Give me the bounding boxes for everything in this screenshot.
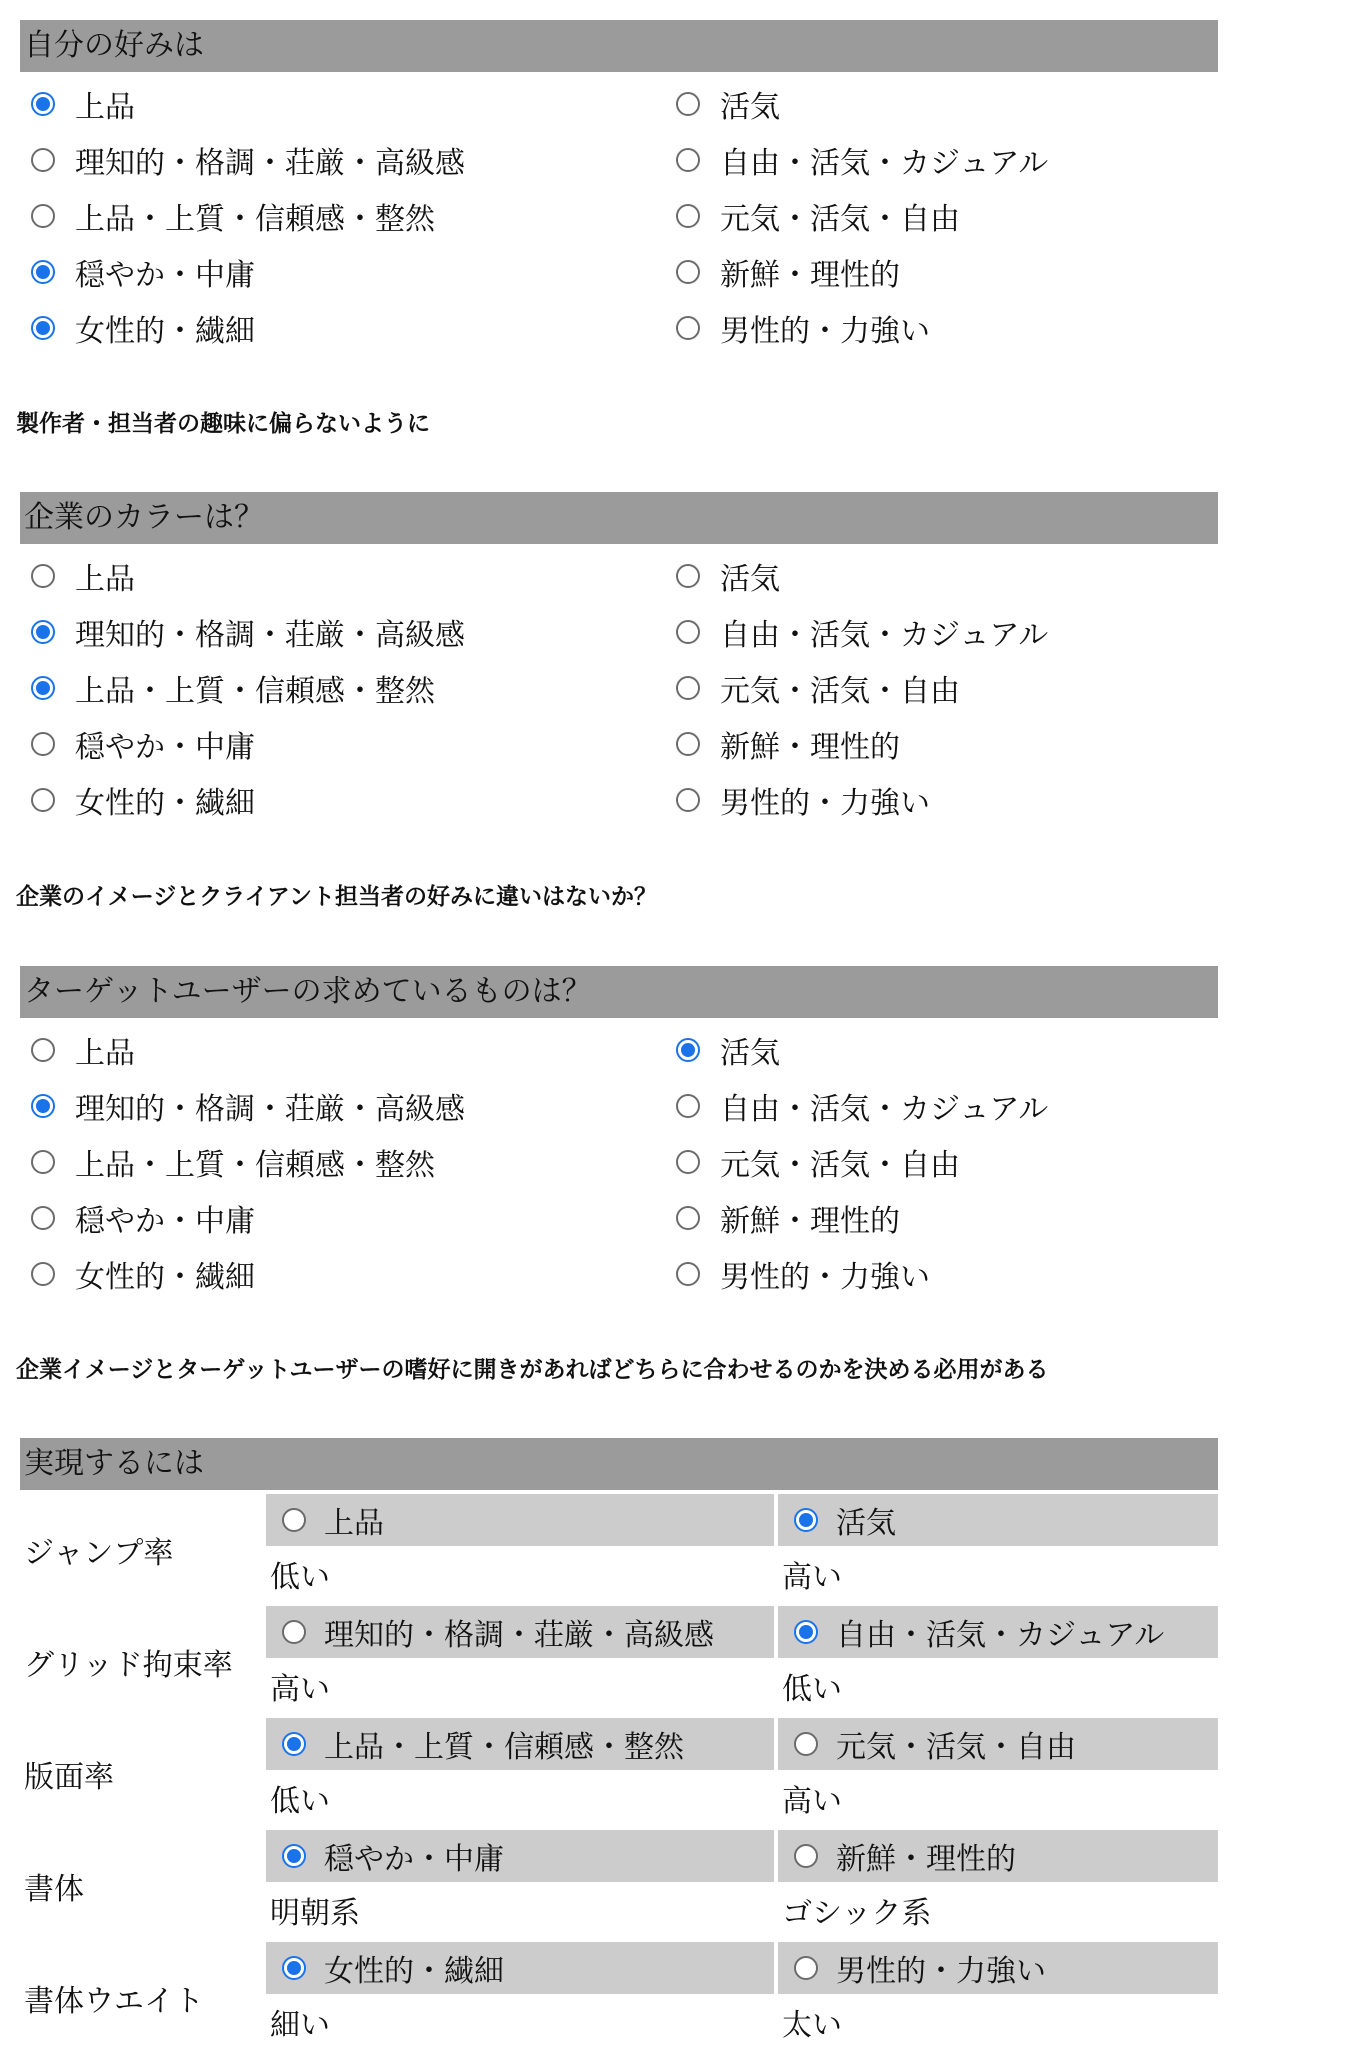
option-s2-l3[interactable] (20, 716, 255, 772)
radio-icon[interactable] (676, 92, 700, 116)
option-label: 理知的・格調・荘厳・高級感 (75, 618, 465, 653)
option-s1-l1[interactable] (20, 132, 465, 188)
option-s2-r4[interactable] (665, 772, 930, 828)
option-s1-r4[interactable] (665, 300, 930, 356)
option-label: 自由・活気・カジュアル (720, 618, 1049, 653)
option-s2-r3[interactable] (665, 716, 900, 772)
option-label: 男性的・力強い (720, 1260, 930, 1295)
option-label: 上品・上質・信頼感・整然 (75, 1148, 435, 1183)
impl-row-label: 書体ウエイト (24, 1984, 204, 2019)
option-s3-l3[interactable] (20, 1190, 255, 1246)
impl-sub-right: ゴシック系 (782, 1896, 932, 1931)
option-label: 新鮮・理性的 (836, 1842, 1016, 1877)
option-label: 男性的・力強い (720, 786, 930, 821)
option-label: 活気 (720, 1036, 780, 1071)
option-label: 活気 (720, 90, 780, 125)
radio-icon[interactable] (31, 1262, 55, 1286)
radio-icon[interactable] (676, 260, 700, 284)
impl-row-label: 版面率 (24, 1760, 114, 1795)
option-label: 穏やか・中庸 (324, 1842, 504, 1877)
option-s3-l1[interactable] (20, 1078, 465, 1134)
radio-icon[interactable] (31, 204, 55, 228)
option-label: 理知的・格調・荘厳・高級感 (75, 146, 465, 181)
section-company-color (20, 492, 1218, 821)
option-s1-r1[interactable] (665, 132, 1048, 188)
option-s2-r1[interactable] (665, 604, 1048, 660)
radio-icon[interactable] (794, 1620, 818, 1644)
radio-icon[interactable] (31, 1094, 55, 1118)
option-s2-l0[interactable] (20, 548, 135, 604)
impl-row-grid-constraint (20, 1606, 1218, 1718)
option-label: 女性的・繊細 (75, 1260, 255, 1295)
option-label: 上品・上質・信頼感・整然 (324, 1730, 684, 1765)
option-label: 上品・上質・信頼感・整然 (75, 202, 435, 237)
impl-option-right[interactable] (778, 1942, 1218, 1994)
radio-icon[interactable] (282, 1508, 306, 1532)
option-label: 理知的・格調・荘厳・高級感 (324, 1618, 714, 1653)
option-s2-r0[interactable] (665, 548, 780, 604)
option-label: 上品・上質・信頼感・整然 (75, 674, 435, 709)
impl-option-left[interactable] (266, 1606, 774, 1658)
option-s3-r1[interactable] (665, 1078, 1048, 1134)
section-note: 製作者・担当者の趣味に偏らないように (16, 411, 430, 437)
option-s2-l1[interactable] (20, 604, 465, 660)
radio-icon[interactable] (31, 92, 55, 116)
impl-row-typeface (20, 1830, 1218, 1942)
radio-icon[interactable] (794, 1956, 818, 1980)
option-label: 自由・活気・カジュアル (720, 1092, 1049, 1127)
option-s3-r3[interactable] (665, 1190, 900, 1246)
section-title: ターゲットユーザーの求めているものは？ (20, 966, 1218, 1018)
impl-row-label: 書体 (24, 1872, 84, 1907)
impl-option-left[interactable] (266, 1494, 774, 1546)
option-s2-r2[interactable] (665, 660, 960, 716)
impl-sub-left: 低い (270, 1784, 330, 1819)
option-label: 元気・活気・自由 (720, 1148, 960, 1183)
radio-icon[interactable] (31, 564, 55, 588)
impl-sub-right: 高い (782, 1560, 842, 1595)
option-s1-l2[interactable] (20, 188, 435, 244)
option-label: 元気・活気・自由 (720, 202, 960, 237)
impl-option-right[interactable] (778, 1718, 1218, 1770)
impl-option-right[interactable] (778, 1494, 1218, 1546)
impl-sub-right: 太い (782, 2008, 842, 2043)
radio-icon[interactable] (676, 1206, 700, 1230)
option-label: 男性的・力強い (836, 1954, 1046, 1989)
impl-row-label: ジャンプ率 (24, 1536, 174, 1571)
option-label: 上品 (75, 1036, 135, 1071)
impl-row-type-area (20, 1718, 1218, 1830)
radio-icon[interactable] (676, 316, 700, 340)
impl-sub-right: 高い (782, 1784, 842, 1819)
radio-icon[interactable] (676, 788, 700, 812)
radio-icon[interactable] (794, 1732, 818, 1756)
radio-icon[interactable] (794, 1508, 818, 1532)
option-label: 穏やか・中庸 (75, 258, 255, 293)
impl-sub-left: 細い (270, 2008, 330, 2043)
option-label: 穏やか・中庸 (75, 1204, 255, 1239)
radio-icon[interactable] (676, 1150, 700, 1174)
option-label: 上品 (324, 1506, 384, 1541)
section-title: 自分の好みは (20, 20, 1218, 72)
radio-icon[interactable] (31, 676, 55, 700)
section-title: 企業のカラーは？ (20, 492, 1218, 544)
impl-sub-right: 低い (782, 1672, 842, 1707)
option-label: 元気・活気・自由 (836, 1730, 1076, 1765)
option-label: 女性的・繊細 (75, 314, 255, 349)
section-target-user (20, 966, 1218, 1295)
radio-icon[interactable] (676, 564, 700, 588)
section-self-preference (20, 20, 1218, 349)
option-label: 男性的・力強い (720, 314, 930, 349)
option-s1-l0[interactable] (20, 76, 135, 132)
impl-option-left[interactable] (266, 1942, 774, 1994)
radio-icon[interactable] (282, 1844, 306, 1868)
option-label: 自由・活気・カジュアル (720, 146, 1049, 181)
radio-icon[interactable] (676, 732, 700, 756)
option-s2-l4[interactable] (20, 772, 255, 828)
option-label: 上品 (75, 562, 135, 597)
section-implementation (20, 1438, 1218, 2048)
radio-icon[interactable] (676, 676, 700, 700)
option-s1-l3[interactable] (20, 244, 255, 300)
radio-icon[interactable] (676, 204, 700, 228)
radio-icon[interactable] (676, 1038, 700, 1062)
radio-icon[interactable] (31, 732, 55, 756)
radio-icon[interactable] (31, 1206, 55, 1230)
option-s2-l2[interactable] (20, 660, 435, 716)
option-s1-l4[interactable] (20, 300, 255, 356)
impl-row-jump-rate (20, 1494, 1218, 1606)
radio-icon[interactable] (676, 620, 700, 644)
section-note: 企業のイメージとクライアント担当者の好みに違いはないか？ (16, 884, 658, 910)
option-s1-r0[interactable] (665, 76, 780, 132)
option-label: 活気 (720, 562, 780, 597)
option-label: 女性的・繊細 (324, 1954, 504, 1989)
option-s3-l2[interactable] (20, 1134, 435, 1190)
radio-icon[interactable] (31, 1150, 55, 1174)
option-label: 活気 (836, 1506, 896, 1541)
option-label: 新鮮・理性的 (720, 1204, 900, 1239)
impl-option-left[interactable] (266, 1718, 774, 1770)
option-s3-l4[interactable] (20, 1246, 255, 1302)
radio-icon[interactable] (282, 1620, 306, 1644)
option-label: 自由・活気・カジュアル (836, 1618, 1165, 1653)
impl-row-label: グリッド拘束率 (24, 1648, 233, 1683)
option-label: 元気・活気・自由 (720, 674, 960, 709)
option-label: 理知的・格調・荘厳・高級感 (75, 1092, 465, 1127)
section-note: 企業イメージとターゲットユーザーの嗜好に開きがあればどちらに合わせるのかを決める必用がある (16, 1357, 1049, 1383)
option-label: 新鮮・理性的 (720, 730, 900, 765)
option-s3-r4[interactable] (665, 1246, 930, 1302)
option-label: 新鮮・理性的 (720, 258, 900, 293)
impl-row-font-weight (20, 1942, 1218, 2054)
option-s1-r2[interactable] (665, 188, 960, 244)
option-label: 穏やか・中庸 (75, 730, 255, 765)
radio-icon[interactable] (794, 1844, 818, 1868)
impl-sub-left: 低い (270, 1560, 330, 1595)
option-s1-r3[interactable] (665, 244, 900, 300)
radio-icon[interactable] (676, 1262, 700, 1286)
radio-icon[interactable] (676, 1094, 700, 1118)
radio-icon[interactable] (31, 620, 55, 644)
radio-icon[interactable] (282, 1732, 306, 1756)
impl-option-right[interactable] (778, 1830, 1218, 1882)
section-title: 実現するには (20, 1438, 1218, 1490)
impl-sub-left: 明朝系 (270, 1896, 360, 1931)
radio-icon[interactable] (676, 148, 700, 172)
impl-option-left[interactable] (266, 1830, 774, 1882)
radio-icon[interactable] (31, 788, 55, 812)
option-label: 女性的・繊細 (75, 786, 255, 821)
option-s3-r2[interactable] (665, 1134, 960, 1190)
impl-sub-left: 高い (270, 1672, 330, 1707)
option-s3-l0[interactable] (20, 1022, 135, 1078)
radio-icon[interactable] (31, 148, 55, 172)
impl-option-right[interactable] (778, 1606, 1218, 1658)
option-s3-r0[interactable] (665, 1022, 780, 1078)
radio-icon[interactable] (31, 260, 55, 284)
radio-icon[interactable] (282, 1956, 306, 1980)
option-label: 上品 (75, 90, 135, 125)
radio-icon[interactable] (31, 1038, 55, 1062)
radio-icon[interactable] (31, 316, 55, 340)
